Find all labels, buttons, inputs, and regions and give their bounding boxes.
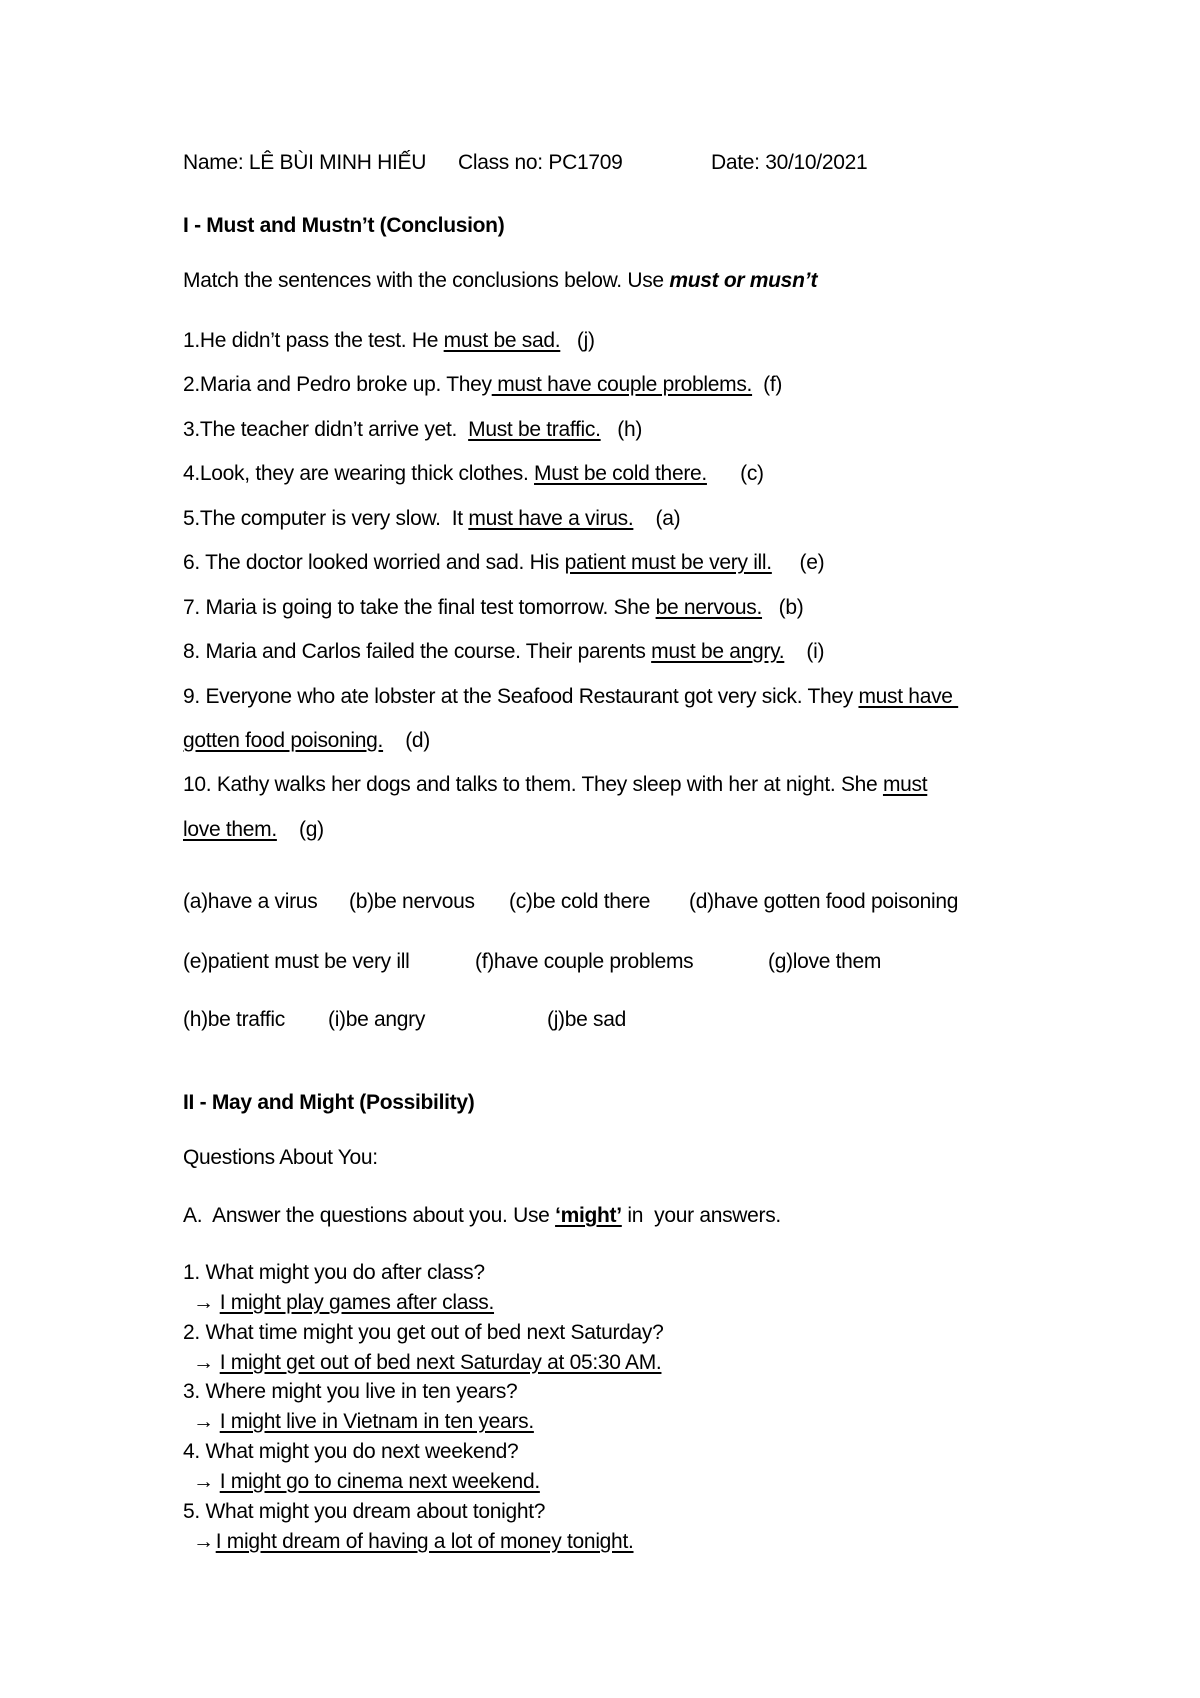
- answer: I might go to cinema next weekend.: [219, 1470, 540, 1493]
- item-answer: Must be cold there.: [534, 462, 707, 485]
- item-answer: must have: [858, 685, 959, 708]
- question: 1. What might you do after class?: [183, 1261, 485, 1284]
- arrow-icon: →: [193, 1470, 214, 1493]
- list-item: [183, 772, 927, 798]
- section2-title: II - May and Might (Possibility): [183, 1091, 475, 1114]
- option-d: (d)have gotten food poisoning: [689, 890, 959, 913]
- item-answer: love them.: [183, 818, 277, 841]
- item-match: (d): [383, 729, 430, 752]
- instruction-text: A. Answer the questions about you. Use: [183, 1204, 556, 1227]
- item-match: (c): [706, 462, 764, 485]
- date-value: 30/10/2021: [765, 151, 868, 174]
- item-text: 5.The computer is very slow. It: [183, 507, 469, 530]
- item-match: (g): [276, 818, 324, 841]
- list-item: [183, 728, 430, 754]
- option-a: (a)have a virus: [183, 890, 318, 913]
- option-e: (e)patient must be very ill: [183, 950, 410, 973]
- question: 4. What might you do next weekend?: [183, 1440, 519, 1463]
- item-match: (i): [784, 640, 825, 663]
- item-text: 8. Maria and Carlos failed the course. Their parents: [183, 640, 652, 663]
- option-h: (h)be traffic: [183, 1008, 285, 1031]
- answer: I might play games after class.: [219, 1291, 495, 1314]
- list-item: [183, 372, 782, 398]
- item-text: 1.He didn’t pass the test. He: [183, 329, 444, 352]
- answer-line: [183, 1529, 634, 1555]
- item-answer: patient must be very ill.: [564, 551, 772, 574]
- item-match: (e): [771, 551, 825, 574]
- option-g: (g)love them: [768, 950, 882, 973]
- list-item: [183, 461, 764, 487]
- section1-instruction: [183, 268, 817, 294]
- option-i: (i)be angry: [328, 1008, 426, 1031]
- arrow-icon: →: [193, 1410, 214, 1433]
- item-answer: must be sad.: [443, 329, 561, 352]
- instruction-text: Match the sentences with the conclusions below. Use: [183, 269, 670, 292]
- item-answer: gotten food poisoning.: [183, 729, 384, 752]
- name-value: LÊ BÙI MINH HIẾU: [248, 151, 427, 174]
- list-item: [183, 550, 824, 576]
- question: 2. What time might you get out of bed next Saturday?: [183, 1321, 664, 1344]
- section2-subtitle: Questions About You:: [183, 1146, 378, 1169]
- list-item: [183, 595, 803, 621]
- arrow-icon: →: [193, 1291, 214, 1314]
- arrow-icon: →: [193, 1351, 214, 1374]
- item-match: (h): [600, 418, 643, 441]
- answer: I might get out of bed next Saturday at 05:30 AM.: [219, 1351, 662, 1374]
- answer-line: [183, 1469, 540, 1495]
- list-item: [183, 328, 595, 354]
- item-match: (b): [762, 596, 804, 619]
- item-match: (j): [560, 329, 595, 352]
- question: 5. What might you dream about tonight?: [183, 1500, 546, 1523]
- item-text: 9. Everyone who ate lobster at the Seafood Restaurant got very sick. They: [183, 685, 859, 708]
- item-answer: must have a virus.: [468, 507, 634, 530]
- item-text: 6. The doctor looked worried and sad. His: [183, 551, 565, 574]
- item-text: 4.Look, they are wearing thick clothes.: [183, 462, 535, 485]
- header-row: [183, 150, 1083, 178]
- list-item: [183, 817, 324, 843]
- list-item: [183, 684, 958, 710]
- answer: I might dream of having a lot of money tonight.: [215, 1530, 634, 1553]
- class-field: [458, 150, 622, 176]
- answer-line: [183, 1409, 534, 1435]
- question: 3. Where might you live in ten years?: [183, 1380, 518, 1403]
- item-answer: must be angry.: [651, 640, 785, 663]
- item-text: 10. Kathy walks her dogs and talks to them. They sleep with her at night. She: [183, 773, 883, 796]
- item-match: (f): [752, 373, 783, 396]
- item-answer: must: [882, 773, 928, 796]
- list-item: [183, 506, 680, 532]
- instruction-suffix: in your answers.: [621, 1204, 781, 1227]
- class-label: Class no:: [458, 151, 549, 174]
- item-answer: must have couple problems.: [491, 373, 753, 396]
- name-field: [183, 150, 426, 176]
- instruction-emphasis: ‘might’: [555, 1204, 622, 1227]
- item-match: (a): [633, 507, 681, 530]
- item-answer: be nervous.: [655, 596, 763, 619]
- instruction-emphasis: must or musn’t: [669, 269, 818, 292]
- option-c: (c)be cold there: [509, 890, 651, 913]
- answer: I might live in Vietnam in ten years.: [219, 1410, 534, 1433]
- list-item: [183, 639, 824, 665]
- item-text: 2.Maria and Pedro broke up. They: [183, 373, 492, 396]
- date-field: [711, 150, 867, 176]
- item-answer: Must be traffic.: [468, 418, 601, 441]
- arrow-icon: →: [193, 1530, 214, 1553]
- item-text: 3.The teacher didn’t arrive yet.: [183, 418, 469, 441]
- option-j: (j)be sad: [547, 1008, 627, 1031]
- list-item: [183, 417, 642, 443]
- answer-line: [183, 1290, 494, 1316]
- option-b: (b)be nervous: [349, 890, 475, 913]
- section2-instruction: [183, 1203, 781, 1229]
- date-label: Date:: [711, 151, 766, 174]
- class-value: PC1709: [548, 151, 623, 174]
- name-label: Name:: [183, 151, 249, 174]
- option-f: (f)have couple problems: [475, 950, 694, 973]
- answer-line: [183, 1350, 661, 1376]
- item-text: 7. Maria is going to take the final test tomorrow. She: [183, 596, 656, 619]
- section1-title: I - Must and Mustn’t (Conclusion): [183, 214, 505, 237]
